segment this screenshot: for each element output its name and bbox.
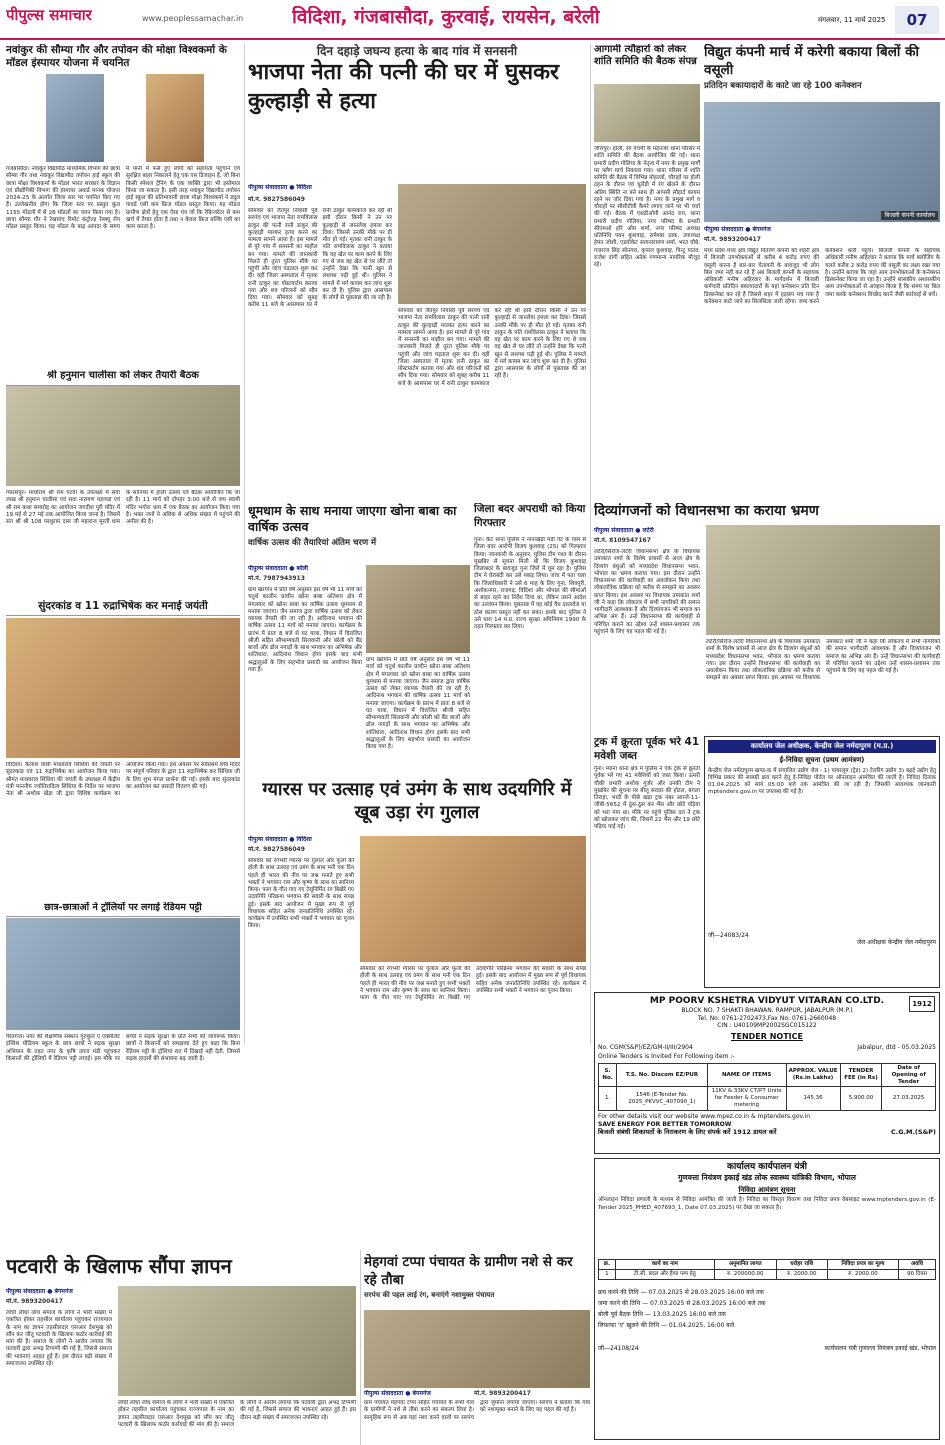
student-photo-1 <box>46 74 104 162</box>
article-byline: पीपुल्स संवाददाता ● विदिशा <box>248 836 312 843</box>
article-body-cont: ग्राम खरगोन में प्रति वर्ष अनुसार इस वर्ष भी 11 मार्च को चतुर्थ कालीन प्राचीन खोना बाबा अतिशय क्षेत्र में मंगलवार को खोना बाबा का वार्षिक उत्सव धूमधाम से मनाया जाएगा। जैन समाज द्वारा वार्षिक उत्सव को लेकर व्यापक तैयारी की जा रही है। आदिनाथ भगवान की वार्षिक उत्सव 11 मार्च को मनाया जाएगा। कार्यक्रम के प्रारंभ में प्रातः 8 बजे से घट यात्रा, विधान में विराजित श्रीजी सहित सौभाग्यवती सिलवानी और बरेली को बैंड बाजों और ढोल नगाड़ों के साथ भगवान का अभिषेक और शांतिधारा, आदिनाथ विधान होगा इसके बाद सभी श्रद्धालुओं के लिए सहभोज प्रसादी का आयोजन किया गया है। <box>366 657 470 751</box>
tender-invite: Online Tenders is Invited For Following item :- <box>598 1053 735 1061</box>
article-body: लोधी लोधा लोध समाज के लोगों ने भारी संख्या में एकत्रित होकर तहसील कार्यालय पहुंचकर राज्यपाल के नाम का ज्ञापन तहसीलदार एसआर देशमुख को सौंप कर जीतू पटवारी के खिलाफ कठोर कार्रवाई की मांग की है। समाज के लोगों ने आरोप लगाया कि पटवारी द्वारा अभद्र टिप्पणी की गई है, जिससे समाज की भावनाएं आहत हुई हैं। इस दौरान बड़ी संख्या में समाजजन उपस्थित रहे। <box>6 1310 112 1367</box>
article-hanuman-chalisa <box>6 370 240 595</box>
article-byline: पीपुल्स संवाददाता ● बेगमगंज <box>6 1288 73 1295</box>
article-headline: छात्र-छात्राओं ने ट्रॉलियों पर लगाई रेडियम पट्टी <box>6 902 240 917</box>
article-body: मध्य प्रदेश मध्य क्षेत्र विद्युत वितरण कंपनी को शहरी क्षेत्र में बिजली उपभोक्ताओं से करीब 4 करोड़ रुपए की वसूली करना है बार-बार चेतावनी के बावजूद भी लोग बिल जमा नहीं कर रहे हैं अब बिजली कंपनी के सहायक अधिकारी मनीष अहिरवार के मार्गदर्शन में बिजली कर्मचारी प्रतिदिन बकायादारों के यहां कनेक्शन प्रति दिन डिस्कनेक्ट कर रहे हैं जिससे शहर में हड़कंप मच गया है कनेक्शन काटे जाने का सिलसिला जारी रहेगा। जमा करने कनेक्शन थारी पहुंचे। बिजली कंपनी के सहायक अधिकारी मनीष अहिरवार ने बताया कि मार्च क्लोजिंग के चलते करीब 2 करोड़ रुपए की वसूली का लक्ष्य रखा गया है। उन्होंने बताया कि जहां आम उपभोक्ताओं के कनेक्शन डिस्कनेक्ट किया जा रहा है। उन्होंने शासकीय अशासकीय आम उपभोक्ताओं से आव्हान किया है कि समय पर बिल जमा करके कनेक्शन विच्छेद करने जैसी कार्रवाई से बचें। <box>704 248 940 305</box>
page-number: 07 <box>895 6 939 34</box>
article-body: गुना। म्याना थाना क्षेत्र में पुलिस ने एक ट्रक से क्रूरता पूर्वक भरे गए 41 मवेशियों को जब्त किया। ऊमरी चौकी प्रभारी अशोक गुर्जर और उनकी टीम ने मुखबिर की सूचना पर बीलू सरदार की होटल, बंगला तिराहा, भादौ के पीछे खड़ा ट्रक नंबर आरजे-11-जीबी-5652 में ठूंस-ठूंस कर भैंस और छोटे पड़िया को भरा गया था। मौके पर पहुंचे पुलिस दल ने ट्रक को खोलकर जांच की, जिसमें 22 भैंस और 19 छोटे पड़िया पाई गईं। <box>594 766 700 831</box>
company-name: MP POORV KSHETRA VIDYUT VITARAN CO.LTD. <box>649 996 885 1006</box>
tender-ref: जी—24083/24 <box>708 931 749 939</box>
article-cattle-seized <box>594 736 700 996</box>
tender-sign: C.G.M.(S&P) <box>890 1128 936 1136</box>
article-headline: पटवारी के खिलाफ सौंपा ज्ञापन <box>6 1254 232 1278</box>
tender-title: कार्यालय जेल अधीक्षक, केन्द्रीय जेल नर्मदापुरम (म.प्र.) <box>708 740 936 753</box>
article-headline: जिला बदर अपराधी को किया गिरफ्तार <box>474 503 586 529</box>
schedule-item: क्रय करने की तिथि — 07.03.2025 से 28.03.2025 16:00 बजे तक <box>598 1289 765 1297</box>
meeting-photo <box>594 84 700 142</box>
memorandum-photo <box>118 1286 356 1396</box>
article-khona-baba <box>248 503 470 773</box>
article-headline: आगामी त्यौहारों को लेकर शांति समिति की बैठक संपन्न <box>594 44 697 67</box>
ritual-photo <box>6 618 240 758</box>
article-mobile: मो.नं. 9893200417 <box>6 1298 63 1305</box>
tender-heading: निविदा आमंत्रण सूचना <box>738 1185 796 1194</box>
article-mobile: मो.नं. 7987943913 <box>248 575 305 582</box>
tender-meta <box>598 1044 936 1052</box>
tender-number: No. CGM(S&P)/EZ/GM-II/III/2904 <box>598 1043 693 1051</box>
article-body: गैरतगंज। नगर की शैक्षणिक संस्थान गुरुकुल ए एक्सीलेंट इंग्लिश मीडियम स्कूल के छात्र छात्रों ने सड़क सुरक्षा अभियान के तहत नगर के कृषि उपज मंडी पहुंचकर किसानों की ट्रॉलियों में रेडियम पट्टी लगाई। इस मौके पर बच्चों ने सड़क सुरक्षा के प्रति सभी को जागरूक किया। छात्रों ने किसानों को समझाया देते हुए कहा कि बिना रेडियम पट्टी के ट्रॉलियां रात में दिखाई नहीं देती, जिससे सड़क हादसों की संभावना बढ़ जाती है। <box>6 1034 240 1062</box>
idol-photo <box>366 565 470 653</box>
tender-footer-row <box>598 1128 936 1136</box>
tender-footer <box>598 1345 936 1353</box>
article-headline: नवांकुर की सौम्या गौर और तपोवन की मोक्षा विश्वकर्मा के मॉडल इंस्पायर योजना में चयनित <box>6 44 227 69</box>
tender-footer-helpline: बिजली संबंधी शिकायतों के निराकरण के लिए संपर्क करें 1912 डायल करें <box>598 1128 777 1136</box>
article-electricity <box>704 44 940 499</box>
assembly-photo <box>706 525 940 635</box>
article-mobile: मो.नं. 9893200417 <box>704 236 761 243</box>
article-body-cont: लोधी लोधा लोध समाज के लोगों ने भारी संख्या में एकत्रित होकर तहसील कार्यालय पहुंचकर राज्यपाल के नाम का ज्ञापन तहसीलदार एसआर देशमुख को सौंप कर जीतू पटवारी के खिलाफ कठोर कार्रवाई की मांग की है। समाज के लोगों ने आरोप लगाया कि पटवारी द्वारा अभद्र टिप्पणी की गई है, जिससे समाज की भावनाएं आहत हुई हैं। इस दौरान बड़ी संख्या में समाजजन उपस्थित रहे। <box>118 1400 356 1428</box>
article-headline: विद्युत कंपनी मार्च में करेगी बकाया बिलों की वसूली <box>704 44 919 78</box>
masthead <box>0 0 945 40</box>
article-patwari <box>6 1254 356 1440</box>
article-nasha-mukti <box>364 1254 590 1440</box>
article-inspire-award <box>6 44 240 366</box>
article-byline: पीपुल्स संवाददाता ● विदिशा <box>248 184 312 191</box>
article-radium-strip <box>6 902 240 1112</box>
article-subhead: सरपंच की पहल लाई रंग, बनाएंगे नशामुक्त पंचायत <box>364 1291 495 1300</box>
tender-footer-slogan: SAVE ENERGY FOR BETTER TOMORROW <box>598 1120 732 1128</box>
article-murder <box>248 44 586 499</box>
schedule-item: जमा करने की तिथि — 07.03.2025 से 28.03.2025 16:00 बजे तक <box>598 1299 766 1307</box>
meeting-photo <box>6 386 240 486</box>
article-body: विदिशा। कैलाश वासी माधवराव सिंधिया की जयंती पर सुंदरकांड एवं 11 रुद्राभिषेक का आयोजन किया गया। श्रीमंत माधवराव सिंधिया की जयंती के उपलक्ष्य में केंद्रीय मंत्री माननीय ज्योतिरादित्य सिंधिया के निर्देश पर भाजपा नेता श्री अशोक खेड़ा जी द्वारा विशिष्ट कार्यक्रम का आयोजन किया गया। इस अवसर पर सर्वप्रथम शिव मंदिर पर संपूर्ण परिवार के द्वारा 11 रुद्राभिषेक कर सिंधिया जी के लिए शुभ मंगल प्रार्थना की गई। इसके बाद सुंदरकांड का आयोजन कर प्रसादी वितरण की गई। <box>6 762 240 798</box>
article-body: जीरापुर। होली, रंग पंचमी के मद्देनजर थाना परिसर में शांति समिति की बैठक आयोजित की गई। थाना प्रभारी प्रदीप गोलिया के नेतृत्व में नगर के प्रमुख मार्गों पर फ्लैग मार्च निकाला गया। थाना परिसर में शांति समिति की बैठक में विभिन्न मोहल्लों, चौराहों पर होली दहन के दौरान एवं धुलेंडी में रंग खेलने के दौरान अप्रिय स्थिति ना बने साथ ही आपसी सौहार्द कायम रहने पर जोर दिया गया है। नगर के प्रमुख मार्ग व चौराहों पर सीसीटीवी कैमरे लगाए जाने पर भी चर्चा की गई। बैठक में एसडीओपी आनंद राय, थाना प्रभारी प्रदीप गोलिया, नगर परिषद के प्रभारी सीएमओ हरि ओम शर्मा, नगर परिषद अध्यक्ष प्रतिनिधि पवन कुशवाह, रामेश्वर ठाक, उपाध्यक्ष हेमंत जोशी, एडवोकेट सत्यनारायण शर्मा, भरत चौबे, गजराज सिंह सोनगरा, कृपाल कुशवाह, पिन्टू यादव, राजेश दांगी सहित अनेक गणमान्य नागरिक मौजूद रहे। <box>594 146 700 269</box>
tender-subtitle: ई-निविदा सूचना (प्रथम आमंत्रण) <box>779 755 865 764</box>
crime-scene-photo <box>398 184 586 304</box>
tender-table: क्र. कार्य का नाम अनुमानित लागत धरोहर राशि निविदा प्रपत्र का मूल्य अवधि 1 टी.सी. बदल और हैण्ड पम्प हेतु रु. 200000.00 रु. 2000.00 रु. 2000.00 90 दिवस <box>598 1259 936 1280</box>
tender-date: Jabalpur, dtd - 05.03.2025 <box>857 1043 936 1051</box>
schedule-item: बोली पूर्व बैठक तिथि — 13.03.2025 16:00 बजे तक <box>598 1310 727 1318</box>
tender-schedule <box>598 1288 936 1331</box>
article-headline: ट्रक में क्रूरता पूर्वक भरे 41 मवेशी जब्त <box>594 736 700 762</box>
tender-ref: जी—24108/24 <box>598 1345 639 1353</box>
table-row: 1 टी.सी. बदल और हैण्ड पम्प हेतु रु. 200000.00 रु. 2000.00 रु. 2000.00 90 दिवस <box>599 1270 936 1280</box>
article-byline: पीपुल्स संवाददाता ● बेगमगंज <box>364 1390 431 1397</box>
tender-subtitle: गुणवत्ता नियंत्रण इकाई खंड लोक स्वास्थ्य यांत्रिकी विभाग, भोपाल <box>678 1173 856 1183</box>
villagers-photo <box>364 1310 590 1388</box>
tender-sign: कार्यपालन यंत्री गुणवत्ता नियंत्रण इकाई खंड, भोपाल <box>824 1345 936 1353</box>
article-mobile: मो.नं. 8109547167 <box>594 537 651 544</box>
article-holi-udaygiri <box>248 778 586 1108</box>
article-byline: पीपुल्स संवाददाता ● लटेरी <box>594 527 654 534</box>
company-cin: CIN : U40109MP2002SGC015122 <box>717 1022 817 1030</box>
article-body: गुना। कैंट थाना पुलिस ने नानाखेड़ी मंडी गेट के पास से जिला बदर आरोपी विजय कुशवाह (25) को गिरफ्तार किया। जानकारी के अनुसार, पुलिस टीम गश्त के दौरान मुखबिर से सूचना मिली थी कि विजय कुशवाह जिलाबदर के बावजूद गुना जिले में घूम रहा है। पुलिस टीम ने घेराबंदी कर उसे पकड़ लिया। जांच में पता चला कि जिलाधिकारी ने उसे 6 माह के लिए गुना, शिवपुरी, अशोकनगर, राजगढ़, विदिशा और भोपाल की सीमाओं से बाहर रहने का निर्देश दिया था, लेकिन उसने आदेश का उल्लंघन किया। पूछताछ में वह कोई वैध दस्तावेज या ठोस कारण प्रस्तुत नहीं कर सका। इसके बाद पुलिस ने उसे धारा 14 म.प्र. राज्य सुरक्षा अधिनियम 1990 के तहत गिरफ्तार कर लिया। <box>474 537 586 631</box>
office-photo <box>704 102 940 222</box>
tender-table: S. No. T.S. No. Discom EZ/PUR NAME OF ITEMS APPROX. VALUE (Rs.in Lakhs) TENDER FEE (in Rs) Date of Opening of Tender 1. 1546 (E-Tender No. 2025_PKVVC_407090_1) 11KV & 33KV CT/PT Units for Feeder & Consumer metering 145.36 5,900.00 27.03.2025 <box>598 1063 936 1111</box>
article-body: लटेरी/सिरोंज-लटेरी विधानसभा क्षेत्र के विधायक उमाकांत शर्मा के विशेष प्रयासों से आज क्षेत्र के दिव्यांग बंधुओं को मध्यप्रदेश विधानसभा भवन, भोपाल का भ्रमण कराया गया। इस दौरान उन्होंने विधानसभा की कार्यवाही का अवलोकन किया तथा लोकतांत्रिक प्रक्रिया को करीब से समझने का अवसर प्राप्त किया। इस अवसर पर विधायक उमाकांत शर्मा जी ने कहा कि लोकतंत्र में सभी नागरिकों की समान भागीदारी आवश्यक है और दिव्यांगजन भी समाज का अभिन्न अंग हैं। उन्हें विधानसभा की कार्यवाही से परिचित कराने का उद्देश्य उन्हें शासन-प्रशासन तक पहुंचाने के लिए यह पहल की गई है। <box>594 549 700 635</box>
article-byline: पीपुल्स संवाददाता ● बरेली <box>248 565 309 572</box>
article-headline: दिव्यांगजनों को विधानसभा का कराया भ्रमण <box>594 503 819 519</box>
article-mobile: मो.नं. 9827586049 <box>248 846 305 853</box>
article-byline: पीपुल्स संवाददाता ● बेगमगंज <box>704 226 771 233</box>
article-body: सोमवार को रंगभरी ग्यारस पर गुलाल और फूलों की होली के साथ उत्साह एवं उमंग के साथ मनी एक दिन पहले ही भारत की नींव पर जश्न मनाते हुए सभी भक्तों ने भगवान राम और कृष्ण के साथ का सानिध्य किया। फाग के गीत गाए गए टेसूनिर्मित रंग बिखेरे गए उदयगिरि परिक्रमा भगवान की सवारी के साथ संपन्न हुई। इसके बाद आयोजन में मुख्य रूप से पूर्व विधायक सहित अनेक जनप्रतिनिधि उपस्थित रहे। कार्यक्रम में उपस्थित सभी भक्तों ने भगवान का पूजन किया। <box>248 858 354 930</box>
tender-footer-website: For other details visit our website www.mpez.co.in & mptenders.gov.in <box>598 1113 810 1120</box>
holi-photo <box>360 836 586 962</box>
tender-jail <box>704 736 940 988</box>
article-body: ग्राम खरगोन में प्रति वर्ष अनुसार इस वर्ष भी 11 मार्च को चतुर्थ कालीन प्राचीन खोना बाबा अतिशय क्षेत्र में मंगलवार को खोना बाबा का वार्षिक उत्सव धूमधाम से मनाया जाएगा। जैन समाज द्वारा वार्षिक उत्सव को लेकर व्यापक तैयारी की जा रही है। आदिनाथ भगवान की वार्षिक उत्सव 11 मार्च को मनाया जाएगा। कार्यक्रम के प्रारंभ में प्रातः 8 बजे से घट यात्रा, विधान में विराजित श्रीजी सहित सौभाग्यवती सिलवानी और बरेली को बैंड बाजों और ढोल नगाड़ों के साथ भगवान का अभिषेक और शांतिधारा, आदिनाथ विधान होगा इसके बाद सभी श्रद्धालुओं के लिए सहभोज प्रसादी का आयोजन किया गया है। <box>248 587 362 673</box>
article-headline: श्री हनुमान चालीसा को लेकर तैयारी बैठक <box>6 370 240 386</box>
website-url: www.peoplessamachar.in <box>142 14 244 23</box>
article-body-cont: सोमवार को जैतपुर निवासी पूर्व सरपंच एवं भाजपा नेता रामविलास ठाकुर की पत्नी रानी ठाकुर की कुल्हाड़ी मारकर हत्या करने का मामला सामने आया है। इस मामले से पूरे गांव में सनसनी का माहौल बन गया। मामले की जानकारी मिलते ही तुरंत पुलिस मौके पर पहुंची और जांच पड़ताल शुरू कर दी। वहीं जिला अस्पताल में मृतक रानी ठाकुर का पोस्टमार्टम कराया गया और शव परिजनों को सौंप दिया गया। सोमवार को सुबह करीब 11 बजे के आसपास घर में रानी ठाकुर कामकाज कर रही थी इसी दौरान किसी ने उन पर कुल्हाड़ी से जानलेवा हमला कर दिया। जिससे उनकी मौके पर ही मौत हो गई। मृतका रानी ठाकुर के पति रामविलास ठाकुर ने बताया कि वह खेत पर काम करने के लिए गए थे जब वह खेत से घर लौटे तो उन्होंने देखा कि पत्नी खून से लथपथ पड़ी हुई थी। पुलिस ने मामले में मर्ग कायम कर जांच शुरू कर दी है। पुलिस द्वारा आसपास के लोगों से पूछताछ की जा रही है। <box>398 308 586 387</box>
newspaper-logo: पीपुल्स समाचार <box>6 6 92 24</box>
article-headline: भाजपा नेता की पत्नी की घर में घुसकर कुल्हाड़ी से हत्या <box>248 60 560 114</box>
schedule-item: लिफाफा 'ए' खुलने की तिथि — 01.04.2025, 16:00 बजे <box>598 1321 735 1329</box>
article-peace-committee <box>594 44 700 499</box>
student-photo-2 <box>146 74 204 162</box>
article-headline: सुंदरकांड व 11 रुद्राभिषेक कर मनाई जयंती <box>6 600 240 616</box>
tender-phed <box>594 1158 940 1440</box>
table-row: 1. 1546 (E-Tender No. 2025_PKVVC_407090_1) 11KV & 33KV CT/PT Units for Feeder & Consumer metering 145.36 5,900.00 27.03.2025 <box>599 1087 936 1111</box>
article-headline: मेहगवां टप्पा पंचायत के ग्रामीण नशे से कर रहे तौबा <box>364 1254 573 1288</box>
company-phone: Tel. No: 0761-2702473,Fax No: 0761-2660048 <box>697 1014 837 1022</box>
photo-caption: बिजली कंपनी कार्यालय <box>881 211 938 221</box>
page-title: विदिशा, गंजबासौदा, कुरवाई, रायसेन, बरेली <box>292 6 600 28</box>
issue-date: मंगलवार, 11 मार्च 2025 <box>818 16 886 24</box>
article-body: ग्यारसपुर। माधोराम श्री राम पटवा के उपलक्ष्य में सवा लाख श्री हनुमान चालीसा एवं सवा नारायण महायज्ञ एवं श्री राम कथा समारोह का आयोजन जगदीश पुरी मंदिर में 19 मई से 27 मई तक आयोजित किया जाना है। जिसमें संत श्री श्री 108 परशुराम दास जी महाराज मूरती धाम के सानिध्य में होली उत्सव एवं बैठक आयोजित कि जा रही है। 11 मार्च को दोपहर 3:00 बजे से जय स्वामी मंदिर भगोरा धाम में एक बैठक का आयोजन किया गया है। भक्त जनों ने अधिक से अधिक संख्या में पहुंचने की अपील की है। <box>6 490 240 526</box>
tender-body: ऑनलाइन निविदा प्रणाली के माध्यम से निविदा आमंत्रित की जाती है। निविदा का विस्तृत विवरण तथा निविदा प्रपत्र वेबसाइट www.mptenders.gov.in (E-Tender 2025_PHED_407693_1, Date 07.03.2025) पर देखा जा सकता है। <box>598 1197 936 1211</box>
article-body-cont: सोमवार को रंगभरी ग्यारस पर गुलाल और फूलों की होली के साथ उत्साह एवं उमंग के साथ मनी एक दिन पहले ही भारत की नींव पर जश्न मनाते हुए सभी भक्तों ने भगवान राम और कृष्ण के साथ का सानिध्य किया। फाग के गीत गाए गए टेसूनिर्मित रंग बिखेरे गए उदयगिरि परिक्रमा भगवान की सवारी के साथ संपन्न हुई। इसके बाद आयोजन में मुख्य रूप से पूर्व विधायक सहित अनेक जनप्रतिनिधि उपस्थित रहे। कार्यक्रम में उपस्थित सभी भक्तों ने भगवान का पूजन किया। <box>360 966 586 1002</box>
article-body: ग्राम पंचायत मेहगवां टप्पा सहित पंचायत के सभी गांव के ग्रामीणों ने नशे से तौबा करने का संकल्प लिया है। सामूहिक रूप से अब यहां नशा करने वालों पर सरपंच द्वारा जुर्माना लगाया जाएगा। सरपंच ने बताया कि गांव को नशामुक्त बनाने के लिए यह पहल की गई है। <box>364 1400 590 1421</box>
article-arrest <box>474 503 586 773</box>
article-subhead: प्रतिदिन बकायादारों के काटे जा रहे 100 कनेक्शन <box>704 81 862 92</box>
article-headline: ग्यारस पर उत्साह एवं उमंग के साथ उदयगिरि में खूब उड़ा रंग गुलाल <box>262 779 572 824</box>
article-body: सोमवार को जैतपुर निवासी पूर्व सरपंच एवं भाजपा नेता रामविलास ठाकुर की पत्नी रानी ठाकुर की कुल्हाड़ी मारकर हत्या करने का मामला सामने आया है। इस मामले से पूरे गांव में सनसनी का माहौल बन गया। मामले की जानकारी मिलते ही तुरंत पुलिस मौके पर पहुंची और जांच पड़ताल शुरू कर दी। वहीं जिला अस्पताल में मृतक रानी ठाकुर का पोस्टमार्टम कराया गया और शव परिजनों को सौंप दिया गया। सोमवार को सुबह करीब 11 बजे के आसपास घर में रानी ठाकुर कामकाज कर रही थी इसी दौरान किसी ने उन पर कुल्हाड़ी से जानलेवा हमला कर दिया। जिससे उनकी मौके पर ही मौत हो गई। मृतका रानी ठाकुर के पति रामविलास ठाकुर ने बताया कि वह खेत पर काम करने के लिए गए थे जब वह खेत से घर लौटे तो उन्होंने देखा कि पत्नी खून से लथपथ पड़ी हुई थी। पुलिस ने मामले में मर्ग कायम कर जांच शुरू कर दी है। पुलिस द्वारा आसपास के लोगों से पूछताछ की जा रही है। <box>248 208 392 309</box>
article-kicker: दिन दहाड़े जघन्य हत्या के बाद गांव में सनसनी <box>316 44 518 58</box>
article-body-cont: लटेरी/सिरोंज-लटेरी विधानसभा क्षेत्र के विधायक उमाकांत शर्मा के विशेष प्रयासों से आज क्षेत्र के दिव्यांग बंधुओं को मध्यप्रदेश विधानसभा भवन, भोपाल का भ्रमण कराया गया। इस दौरान उन्होंने विधानसभा की कार्यवाही का अवलोकन किया तथा लोकतांत्रिक प्रक्रिया को करीब से समझने का अवसर प्राप्त किया। इस अवसर पर विधायक उमाकांत शर्मा जी ने कहा कि लोकतंत्र में सभी नागरिकों की समान भागीदारी आवश्यक है और दिव्यांगजन भी समाज का अभिन्न अंग हैं। उन्हें विधानसभा की कार्यवाही से परिचित कराने का उद्देश्य उन्हें शासन-प्रशासन तक पहुंचाने के लिए यह पहल की गई है। <box>706 639 940 682</box>
article-mobile: मो.नं. 9893200417 <box>474 1390 531 1397</box>
tender-title: TENDER NOTICE <box>731 1031 803 1041</box>
article-headline: धूमधाम के साथ मनाया जाएगा खोना बाबा का वार्षिक उत्सव <box>248 503 457 535</box>
article-body: गंजबासौदा। नवांकुर विद्यापीठ माध्यमिक विभाग की छात्रा सौम्या गौर तथा नवांकुर विद्यापीठ तपोवन हाई स्कूल की छात्रा मोक्षा विश्वकर्मा के मॉडल भारत सरकार के विज्ञान एवं प्रौद्योगिकी विभाग की इंस्पायर अवार्ड मानक योजना 2024-25 के अंतर्गत जिला स्तर पर चयनित किए गए हैं। उल्लेखनीय होगा कि जिला स्तर पर प्रस्तुत कुल 1155 मॉडलों में से 28 मॉडलों का चयन किया गया है। छात्रा सौम्या गौर ने रेखावंच रिमोट कंट्रोल्ड रेस्क्यू रोप मॉडल प्रस्तुत किया। यह मॉडल के बाढ़ आपदा के समय में पानी में फंसे हुए लोगों को सहायता पहुंचाने एवं सुरक्षित बाहर निकालने हेतु एक एस डिजाइन है, जो बिना किसी स्पेशल ट्रेनिंग के एक व्यक्ति द्वारा भी इस्तेमाल किया जा सकता है। इसी तरह नवांकुर विद्यापीठ तपोवन हाई स्कूल की प्रतिभावानी छात्रा मोक्षा विश्वकर्मा ने ड्यूल पावर्ड एसी कम फ्रिज मॉडल प्रस्तुत किया। यह मॉडल ग्रामीण क्षेत्रों हेतु एक ऐसा यंत्र जो कि रेफ्रिजरेटर से कम खर्च में तैयार होता है तथा न केवल फ्रिज बल्कि एसी का काम करता है। <box>6 166 240 231</box>
tender-mpez <box>594 992 940 1154</box>
students-photo <box>6 918 240 1030</box>
helpline-badge: 1912 <box>909 996 935 1012</box>
article-mobile: मो.नं. 9827586049 <box>248 196 305 203</box>
article-divyang <box>594 503 940 733</box>
article-sunderkand <box>6 600 240 898</box>
company-address: BLOCK NO. 7 SHAKTI BHAWAN, RAMPUR, JABALPUR (M.P.) <box>681 1007 853 1015</box>
tender-sign: जेल अधीक्षक केन्द्रीय जेल नर्मदापुरम <box>856 939 936 946</box>
tender-title: कार्यालय कार्यपालन यंत्री <box>727 1162 807 1172</box>
article-subhead: वार्षिक उत्सव की तैयारियां अंतिम चरण में <box>248 537 377 548</box>
tender-body: केन्द्रीय जेल नर्मदापुरम खण्ड-क में संचालित उद्योग जेल - 1) पावरलूम (ट्रेड) 2) टेलरिंग उद्योग 3) बढ़ई उद्योग हेतु विभिन्न प्रकार की सामग्री क्रय करने हेतु ई-निविदा पोर्टल पर ऑनलाइन आमंत्रित की जाती है। निविदा दिनांक 01.04.2025 को सायं 05:00 बजे तक आमंत्रित की जा रही है। जिसकी आवश्यक जानकारी mptenders.gov.in पर उपलब्ध की गई है। <box>708 767 936 796</box>
